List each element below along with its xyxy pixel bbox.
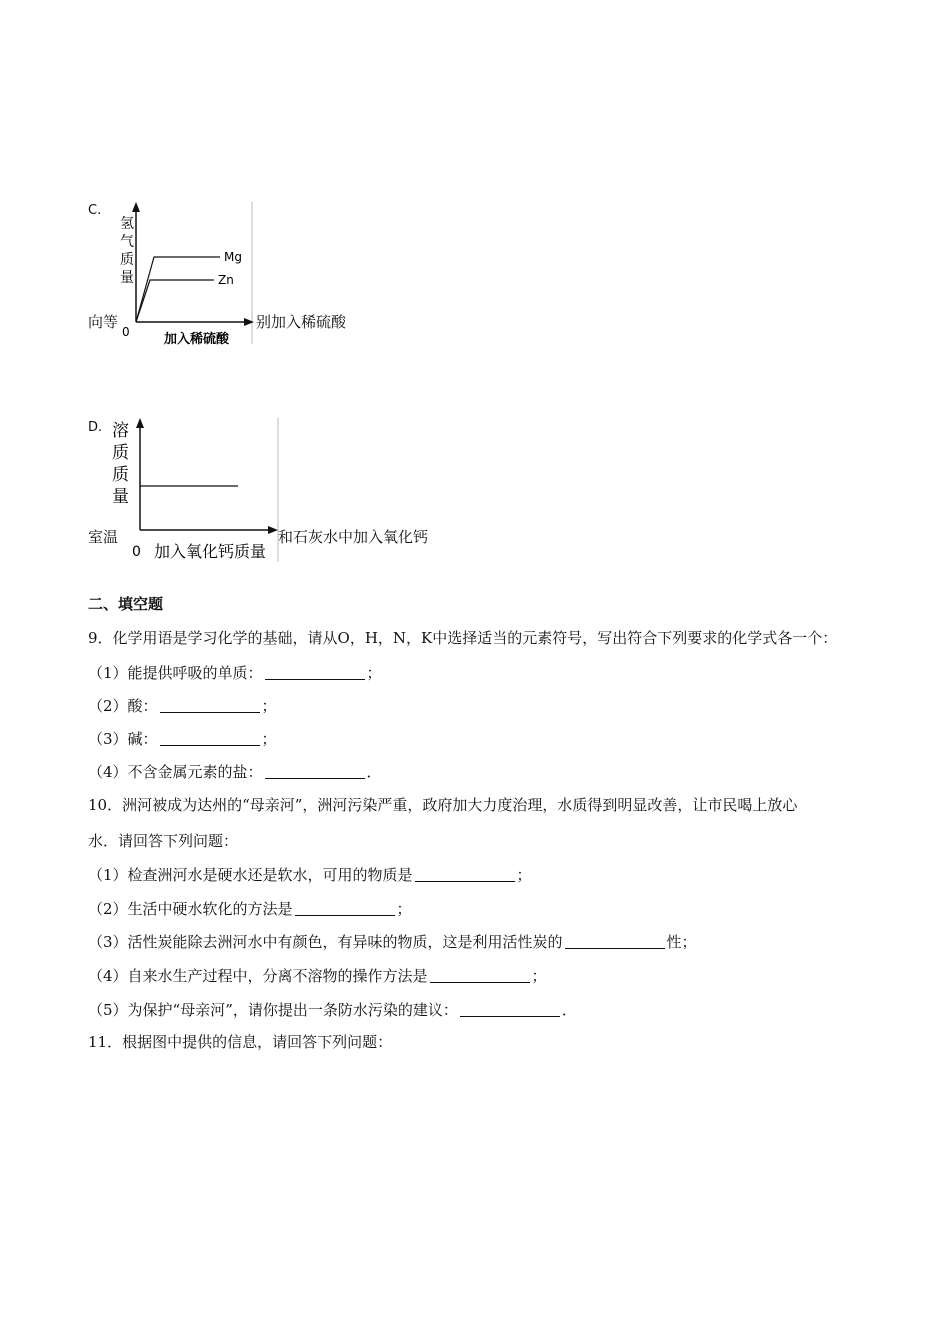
q9-item-1-blank[interactable] xyxy=(265,664,365,680)
option-c-series-mg-label: Mg xyxy=(224,250,242,264)
q9-item-4 xyxy=(88,761,382,782)
q9-item-3-prefix: （3）碱： xyxy=(88,730,158,748)
q9-item-1-suffix: ； xyxy=(366,664,382,682)
q9-item-4-prefix: （4）不含金属元素的盐： xyxy=(88,763,263,781)
option-c-text-right: 别加入稀硫酸 xyxy=(256,313,347,331)
q10-item-5-prefix: （5）为保护“母亲河”，请你提出一条防水污染的建议： xyxy=(88,1001,458,1019)
option-c-series-zn-label: Zn xyxy=(218,273,234,287)
option-c-ylabel-3: 质 xyxy=(120,252,134,268)
q10-item-1-prefix: （1）检查洲河水是硬水还是软水，可用的物质是 xyxy=(88,866,413,884)
option-c-label: C. xyxy=(88,203,102,218)
option-d-x-arrow xyxy=(268,526,278,534)
q10-item-5-blank[interactable] xyxy=(460,1001,560,1017)
option-c-series-zn xyxy=(136,280,214,322)
section-title: 二、填空题 xyxy=(88,595,164,613)
q9-item-2-blank[interactable] xyxy=(160,697,260,713)
q9-item-3-blank[interactable] xyxy=(160,730,260,746)
q10-item-3-blank[interactable] xyxy=(565,933,665,949)
option-c-chart xyxy=(110,200,256,346)
q9-item-4-blank[interactable] xyxy=(265,763,365,779)
q10-item-2 xyxy=(88,898,412,919)
option-d-ylabel-1: 溶 xyxy=(112,421,129,441)
q10-item-3-prefix: （3）活性炭能除去洲河水中有颜色，有异味的物质，这是利用活性炭的 xyxy=(88,933,563,951)
option-c-xlabel: 加入稀硫酸 xyxy=(164,332,230,346)
q9-item-4-suffix: ． xyxy=(366,763,382,781)
q10-stem-line1: 10．洲河被成为达州的“母亲河”，洲河污染严重，政府加大力度治理，水质得到明显改善，让市民喝上放心 xyxy=(88,796,798,814)
q10-item-2-suffix: ； xyxy=(396,900,412,918)
option-d-chart xyxy=(106,416,282,562)
q10-item-1 xyxy=(88,864,532,885)
q10-item-5-suffix: ． xyxy=(561,1001,577,1019)
option-d-label: D. xyxy=(88,420,103,435)
q10-item-5 xyxy=(88,999,577,1020)
option-c-text-left: 向等 xyxy=(88,313,119,331)
option-d-ylabel-2: 质 xyxy=(112,443,129,463)
q9-item-3 xyxy=(88,728,277,749)
q9-item-1-prefix: （1）能提供呼吸的单质： xyxy=(88,664,263,682)
q9-item-1 xyxy=(88,662,382,683)
q10-item-3 xyxy=(88,931,697,952)
q10-item-4-suffix: ； xyxy=(531,967,547,985)
option-c-ylabel-2: 气 xyxy=(120,234,134,250)
q11-stem: 11．根据图中提供的信息，请回答下列问题： xyxy=(88,1033,393,1051)
q10-item-4-prefix: （4）自来水生产过程中，分离不溶物的操作方法是 xyxy=(88,967,428,985)
q9-item-2-prefix: （2）酸： xyxy=(88,697,158,715)
option-d-ylabel-4: 量 xyxy=(112,487,129,507)
q9-stem: 9．化学用语是学习化学的基础，请从O，H，N，K中选择适当的元素符号，写出符合下列要求的化学式各一个： xyxy=(88,629,838,647)
option-d-xlabel: 加入氧化钙质量 xyxy=(154,542,267,561)
q10-item-1-blank[interactable] xyxy=(415,866,515,882)
option-d-y-arrow xyxy=(136,418,144,428)
option-c-y-arrow xyxy=(132,202,140,212)
q10-item-4-blank[interactable] xyxy=(430,967,530,983)
option-d-text-left: 室温 xyxy=(88,528,119,546)
option-c-ylabel-1: 氢 xyxy=(120,216,134,232)
option-c-origin: 0 xyxy=(122,325,130,339)
q9-item-2-suffix: ； xyxy=(261,697,277,715)
q10-item-2-blank[interactable] xyxy=(295,900,395,916)
q10-stem-line2: 水．请回答下列问题： xyxy=(88,832,239,850)
option-d-ylabel-3: 质 xyxy=(112,465,129,485)
q10-item-1-suffix: ； xyxy=(516,866,532,884)
option-c-series-mg xyxy=(136,257,220,322)
option-d-origin: 0 xyxy=(132,544,141,560)
option-c-ylabel-4: 量 xyxy=(120,270,134,286)
q10-item-3-suffix: 性； xyxy=(666,933,697,951)
q10-item-2-prefix: （2）生活中硬水软化的方法是 xyxy=(88,900,293,918)
q9-item-3-suffix: ； xyxy=(261,730,277,748)
q10-item-4 xyxy=(88,965,547,986)
q9-item-2 xyxy=(88,695,277,716)
option-d-text-right: 和石灰水中加入氧化钙 xyxy=(278,528,429,546)
